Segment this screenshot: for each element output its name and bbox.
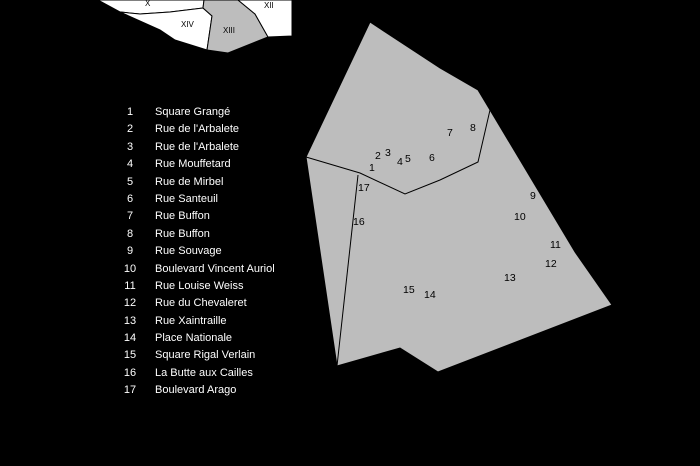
legend-item: [122, 330, 322, 347]
legend-number: 13: [123, 314, 137, 327]
inset-label-xii: XII: [264, 1, 274, 10]
legend-item: [122, 174, 322, 191]
legend-place-name: Rue de l'Arbalete: [155, 140, 240, 153]
legend-place-name: Rue Buffon: [155, 227, 210, 240]
map-label-12: 12: [545, 258, 557, 270]
inset-locator-map: [98, 0, 292, 53]
legend-item: [122, 347, 322, 364]
legend-number: 6: [126, 192, 134, 205]
inset-district-xiv: [120, 8, 212, 50]
legend-item: [122, 295, 322, 312]
legend-place-name: Square Rigal Verlain: [155, 349, 256, 362]
legend-place-name: Rue de Mirbel: [155, 175, 224, 188]
legend-number: 2: [126, 123, 134, 136]
legend-item: [122, 226, 322, 243]
legend-item: [122, 104, 322, 121]
district-shape: [306, 22, 612, 372]
legend-item: [122, 139, 322, 156]
map-label-3: 3: [385, 147, 391, 159]
map-label-5: 5: [405, 153, 411, 165]
legend-item: [122, 278, 322, 295]
legend-number: 15: [123, 349, 137, 362]
map-label-8: 8: [470, 122, 476, 134]
map-label-6: 6: [429, 152, 435, 164]
legend-number: 17: [123, 384, 137, 397]
legend-place-name: Rue Buffon: [155, 210, 210, 223]
map-label-14: 14: [424, 289, 436, 301]
legend-item: [122, 313, 322, 330]
map-label-1: 1: [369, 162, 375, 174]
legend: [122, 104, 322, 400]
legend-place-name: Rue Mouffetard: [155, 158, 231, 171]
district-area: [306, 22, 612, 372]
legend-place-name: Rue du Chevaleret: [155, 297, 247, 310]
legend-item: [122, 261, 322, 278]
legend-number: 16: [123, 366, 137, 379]
legend-place-name: Boulevard Vincent Auriol: [155, 262, 275, 275]
legend-place-name: Place Nationale: [155, 332, 233, 345]
map-label-2: 2: [375, 150, 381, 162]
legend-number: 4: [126, 158, 134, 171]
legend-place-name: Boulevard Arago: [155, 384, 237, 397]
legend-place-name: Rue de l'Arbalete: [155, 123, 240, 136]
legend-number: 1: [126, 106, 134, 118]
inset-label-xiv: XIV: [181, 20, 194, 29]
inset-label-x: X: [145, 0, 151, 8]
map-label-17: 17: [358, 182, 370, 194]
legend-place-name: Rue Louise Weiss: [155, 279, 244, 292]
map-label-11: 11: [550, 239, 561, 251]
legend-item: [122, 243, 322, 260]
legend-item: [122, 208, 322, 225]
legend-number: 11: [124, 279, 136, 292]
legend-number: 5: [126, 175, 134, 188]
legend-item: [122, 121, 322, 138]
legend-item: [122, 365, 322, 382]
map-label-16: 16: [353, 216, 365, 228]
map-label-15: 15: [403, 284, 415, 296]
legend-place-name: Square Grangé: [155, 106, 231, 118]
legend-number: 3: [126, 140, 134, 153]
legend-number: 8: [126, 227, 134, 240]
map-label-9: 9: [530, 190, 536, 202]
legend-item: [122, 156, 322, 173]
legend-place-name: La Butte aux Cailles: [155, 366, 253, 379]
legend-number: 14: [123, 332, 137, 345]
map-label-10: 10: [514, 211, 526, 223]
map-label-7: 7: [447, 127, 453, 139]
legend-place-name: Rue Xaintraille: [155, 314, 227, 327]
legend-item: [122, 382, 322, 399]
map-label-13: 13: [504, 272, 516, 284]
legend-number: 10: [123, 262, 137, 275]
map-label-4: 4: [397, 156, 403, 168]
legend-number: 7: [126, 210, 134, 223]
legend-place-name: Rue Santeuil: [155, 192, 218, 205]
inset-label-xiii: XIII: [223, 26, 236, 35]
legend-number: 12: [123, 297, 137, 310]
legend-number: 9: [126, 245, 134, 258]
legend-place-name: Rue Souvage: [155, 245, 222, 258]
legend-item: [122, 191, 322, 208]
